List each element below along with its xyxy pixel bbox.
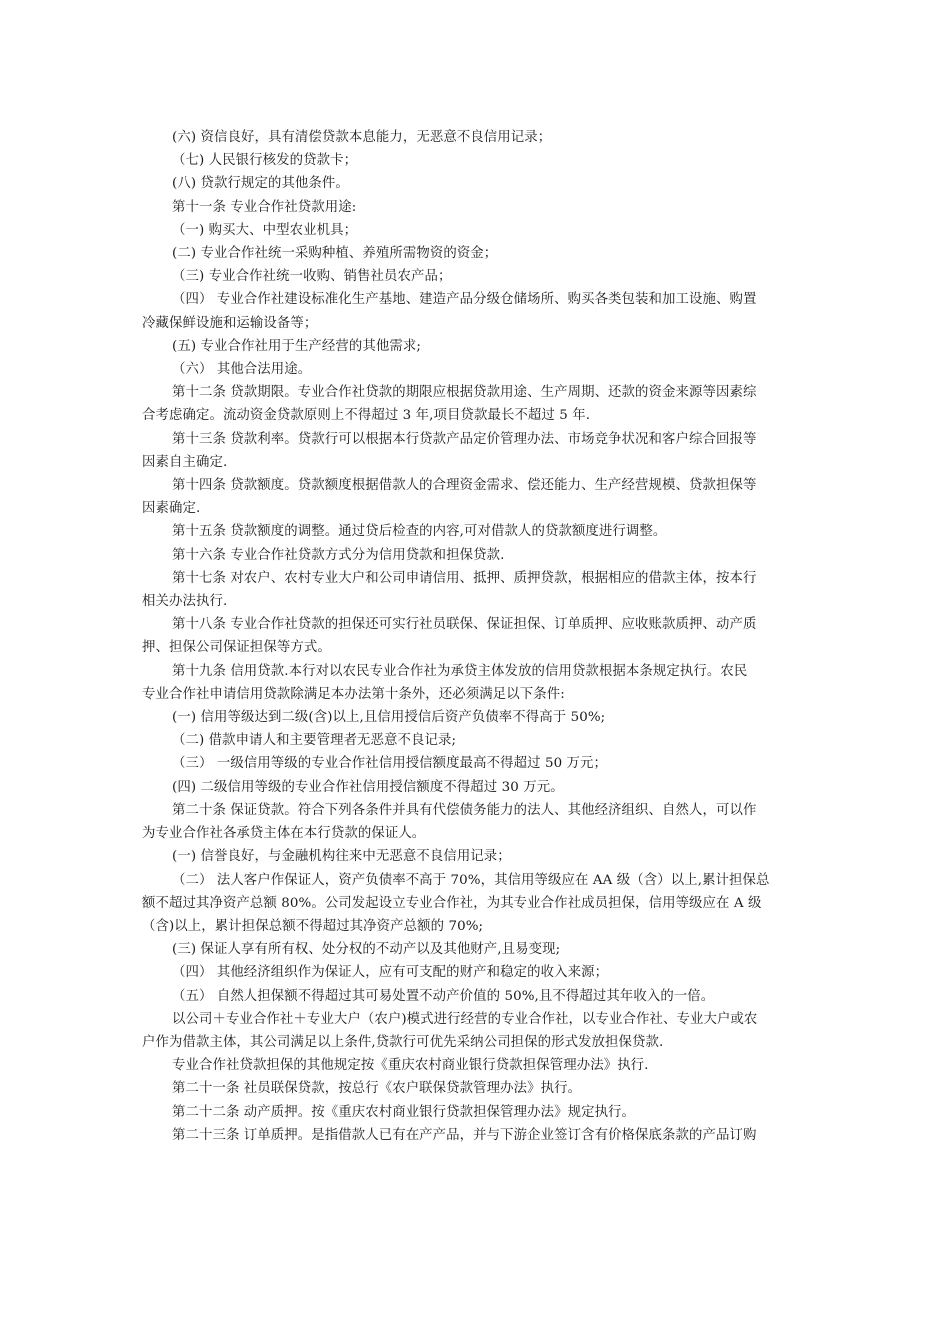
text-line: (三) 保证人享有所有权、处分权的不动产以及其他财产,且易变现; [172, 942, 561, 958]
text-line: 冷藏保鲜设施和运输设备等； [142, 315, 318, 331]
text-line: 第二十三条 订单质押。是指借款人已有在产产品，并与下游企业签订含有价格保底条款的产品订购 [172, 1127, 757, 1143]
text-line: （一) 购买大、中型农业机具； [172, 222, 358, 238]
text-line: 押、担保公司保证担保等方式。 [142, 640, 331, 656]
text-line: (一) 信誉良好，与金融机构往来中无恶意不良信用记录； [172, 849, 511, 865]
text-line: 专业合作社申请信用贷款除满足本办法第十条外，还必须满足以下条件: [142, 686, 565, 702]
text-line: 第十八条 专业合作社贷款的担保还可实行社员联保、保证担保、订单质押、应收账款质押、动产质 [172, 617, 757, 633]
text-line: （含)以上，累计担保总额不得超过其净资产总额的 70%; [142, 918, 484, 934]
text-line: （五） 自然人担保额不得超过其可易处置不动产价值的 50%,且不得超过其年收入的一倍。 [172, 988, 715, 1004]
text-line: 额不超过其净资产总额 80%。公司发起设立专业合作社，为其专业合作社成员担保，信用等级应在 A 级 [142, 895, 762, 911]
text-line: 第十三条 贷款利率。贷款行可以根据本行贷款产品定价管理办法、市场竞争状况和客户综合回报等 [172, 431, 757, 447]
text-line: 以公司＋专业合作社＋专业大户（农户)模式进行经营的专业合作社，以专业合作社、专业大户或农 [172, 1011, 758, 1027]
text-line: 户作为借款主体，其公司满足以上条件,贷款行可优先采纳公司担保的形式发放担保贷款. [142, 1034, 664, 1050]
text-line: 第二十条 保证贷款。符合下列各条件并具有代偿债务能力的法人、其他经济组织、自然人，可以作 [172, 802, 757, 818]
text-line: （三） 一级信用等级的专业合作社信用授信额度最高不得超过 50 万元； [172, 756, 608, 772]
text-line: 因素自主确定. [142, 454, 228, 470]
text-line: （二） 法人客户作保证人，资产负债率不高于 70%，其信用等级应在 AA 级（含）以上,累计担保总 [172, 872, 770, 888]
text-line: (一) 信用等级达到二级(含)以上,且信用授信后资产负债率不得高于 50%; [172, 710, 606, 726]
text-line: 专业合作社贷款担保的其他规定按《重庆农村商业银行贷款担保管理办法》执行. [172, 1058, 649, 1074]
text-line: （二) 借款申请人和主要管理者无恶意不良记录; [172, 733, 457, 749]
document-body [142, 126, 808, 1147]
text-line: (六) 资信良好，具有清偿贷款本息能力，无恶意不良信用记录； [172, 130, 552, 145]
text-line: 第十九条 信用贷款.本行对以农民专业合作社为承贷主体发放的信用贷款根据本条规定执行。农民 [172, 663, 748, 679]
text-line: 第十五条 贷款额度的调整。通过贷后检查的内容,可对借款人的贷款额度进行调整。 [172, 524, 667, 540]
text-line: 相关办法执行. [142, 594, 228, 610]
text-line: （六） 其他合法用途。 [172, 362, 312, 378]
text-line: 第十七条 对农户、农村专业大户和公司申请信用、抵押、质押贷款，根据相应的借款主体，按本行 [172, 570, 757, 586]
text-line: 第十一条 专业合作社贷款用途: [172, 199, 357, 215]
text-line: 第十二条 贷款期限。专业合作社贷款的期限应根据贷款用途、生产周期、还款的资金来源等因素综 [172, 385, 757, 401]
text-line: 第十四条 贷款额度。贷款额度根据借款人的合理资金需求、偿还能力、生产经营规模、贷款担保等 [172, 478, 757, 494]
text-line: (八) 贷款行规定的其他条件。 [172, 176, 349, 192]
text-line: 合考虑确定。流动资金贷款原则上不得超过 3 年,项目贷款最长不超过 5 年. [142, 408, 591, 424]
text-line: （四） 专业合作社建设标准化生产基地、建造产品分级仓储场所、购买各类包装和加工设施、购置 [172, 292, 757, 308]
text-line: （七) 人民银行核发的贷款卡； [172, 153, 358, 169]
text-line: 因素确定. [142, 501, 201, 517]
text-line: 第十六条 专业合作社贷款方式分为信用贷款和担保贷款. [172, 547, 505, 563]
text-line: 第二十一条 社员联保贷款，按总行《农户联保贷款管理办法》执行。 [172, 1081, 582, 1097]
text-line: (二) 专业合作社统一采购种植、养殖所需物资的资金； [172, 246, 498, 262]
text-line: 第二十二条 动产质押。按《重庆农村商业银行贷款担保管理办法》规定执行。 [172, 1104, 636, 1120]
text-line: 为专业合作社各承贷主体在本行贷款的保证人。 [142, 826, 426, 842]
text-line: （四） 其他经济组织作为保证人，应有可支配的财产和稳定的收入来源； [172, 965, 609, 981]
text-line: （三) 专业合作社统一收购、销售社员农产品； [172, 269, 452, 285]
text-line: (五) 专业合作社用于生产经营的其他需求; [172, 338, 421, 354]
text-line: (四) 二级信用等级的专业合作社信用授信额度不得超过 30 万元。 [172, 779, 564, 795]
